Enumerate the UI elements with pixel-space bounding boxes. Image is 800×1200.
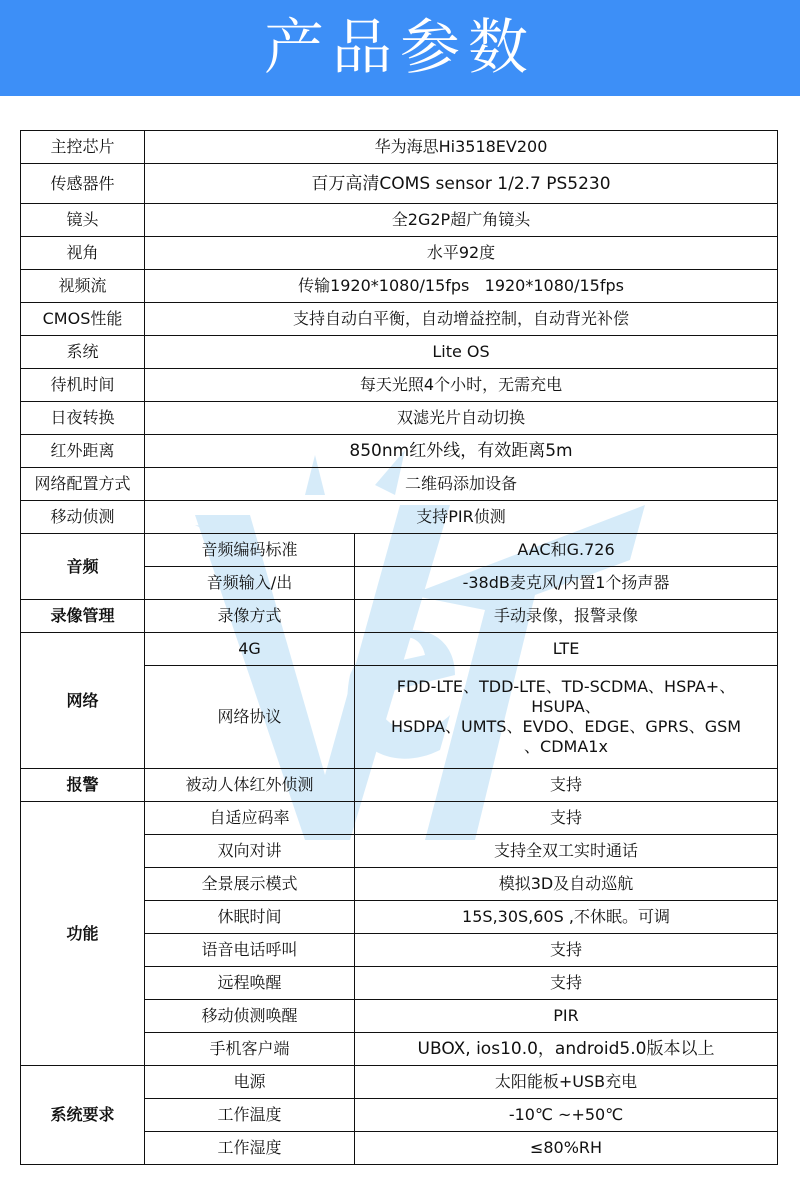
spec-value: 支持自动白平衡，自动增益控制，自动背光补偿 (145, 303, 778, 336)
spec-value: 支持PIR侦测 (145, 501, 778, 534)
page-title: 产品参数 (264, 13, 536, 83)
spec-label: 网络协议 (145, 666, 355, 769)
table-row (21, 802, 778, 835)
spec-table (20, 130, 778, 1165)
spec-label: 日夜转换 (21, 402, 145, 435)
table-row (21, 336, 778, 369)
spec-label: 全景展示模式 (145, 868, 355, 901)
spec-label: 传感器件 (21, 164, 145, 204)
category-alarm: 报警 (21, 769, 145, 802)
spec-label: 移动侦测唤醒 (145, 1000, 355, 1033)
protocol-list (355, 666, 778, 769)
spec-label: 电源 (145, 1066, 355, 1099)
spec-label: 双向对讲 (145, 835, 355, 868)
spec-label: CMOS性能 (21, 303, 145, 336)
spec-label: 红外距离 (21, 435, 145, 468)
spec-label: 视频流 (21, 270, 145, 303)
spec-value: 支持 (355, 934, 778, 967)
table-row (21, 501, 778, 534)
spec-value: 支持 (355, 802, 778, 835)
category-recording: 录像管理 (21, 600, 145, 633)
category-audio: 音频 (21, 534, 145, 600)
protocol-line: HSUPA、 (531, 697, 601, 716)
spec-value: 15S,30S,60S ,不休眠。可调 (355, 901, 778, 934)
spec-value: 支持 (355, 967, 778, 1000)
spec-label: 系统 (21, 336, 145, 369)
spec-label: 移动侦测 (21, 501, 145, 534)
spec-label: 远程唤醒 (145, 967, 355, 1000)
spec-value: AAC和G.726 (355, 534, 778, 567)
table-row (21, 435, 778, 468)
category-system-requirements: 系统要求 (21, 1066, 145, 1165)
spec-label: 主控芯片 (21, 131, 145, 164)
table-row (21, 402, 778, 435)
spec-value: 水平92度 (145, 237, 778, 270)
spec-value: LTE (355, 633, 778, 666)
spec-value: 支持全双工实时通话 (355, 835, 778, 868)
spec-label: 工作湿度 (145, 1132, 355, 1165)
spec-value: 太阳能板+USB充电 (355, 1066, 778, 1099)
table-row (21, 164, 778, 204)
table-row (21, 369, 778, 402)
spec-label: 待机时间 (21, 369, 145, 402)
spec-value: 每天光照4个小时，无需充电 (145, 369, 778, 402)
spec-label: 录像方式 (145, 600, 355, 633)
table-row (21, 633, 778, 666)
table-row (21, 131, 778, 164)
spec-value: 支持 (355, 769, 778, 802)
spec-value: 二维码添加设备 (145, 468, 778, 501)
table-row (21, 303, 778, 336)
header-banner (0, 0, 800, 96)
spec-label: 自适应码率 (145, 802, 355, 835)
table-row (21, 534, 778, 567)
protocol-line: 、CDMA1x (524, 737, 608, 756)
spec-value: 全2G2P超广角镜头 (145, 204, 778, 237)
spec-value: UBOX, ios10.0，android5.0版本以上 (355, 1033, 778, 1066)
category-network: 网络 (21, 633, 145, 769)
table-row (21, 468, 778, 501)
spec-label: 网络配置方式 (21, 468, 145, 501)
spec-value: 华为海思Hi3518EV200 (145, 131, 778, 164)
table-row (21, 204, 778, 237)
spec-label: 视角 (21, 237, 145, 270)
spec-label: 手机客户端 (145, 1033, 355, 1066)
spec-label: 音频编码标准 (145, 534, 355, 567)
spec-label: 工作温度 (145, 1099, 355, 1132)
table-row (21, 270, 778, 303)
category-function: 功能 (21, 802, 145, 1066)
spec-value: 模拟3D及自动巡航 (355, 868, 778, 901)
spec-value: Lite OS (145, 336, 778, 369)
spec-label: 音频输入/出 (145, 567, 355, 600)
protocol-line: HSDPA、UMTS、EVDO、EDGE、GPRS、GSM (390, 717, 742, 736)
spec-label: 语音电话呼叫 (145, 934, 355, 967)
spec-value: 传输1920*1080/15fps 1920*1080/15fps (145, 270, 778, 303)
spec-value: 双滤光片自动切换 (145, 402, 778, 435)
table-row (21, 769, 778, 802)
spec-value: 百万高清COMS sensor 1/2.7 PS5230 (145, 164, 778, 204)
protocol-line: FDD-LTE、TDD-LTE、TD-SCDMA、HSPA+、 (396, 677, 736, 696)
spec-value: -10℃ ~+50℃ (355, 1099, 778, 1132)
spec-label: 休眠时间 (145, 901, 355, 934)
table-row (21, 237, 778, 270)
spec-label: 镜头 (21, 204, 145, 237)
spec-label: 4G (145, 633, 355, 666)
spec-value: ≤80%RH (355, 1132, 778, 1165)
table-row (21, 600, 778, 633)
spec-value: 850nm红外线，有效距离5m (145, 435, 778, 468)
spec-label: 被动人体红外侦测 (145, 769, 355, 802)
spec-value: -38dB麦克风/内置1个扬声器 (355, 567, 778, 600)
table-row (21, 1066, 778, 1099)
spec-value: PIR (355, 1000, 778, 1033)
spec-value: 手动录像，报警录像 (355, 600, 778, 633)
